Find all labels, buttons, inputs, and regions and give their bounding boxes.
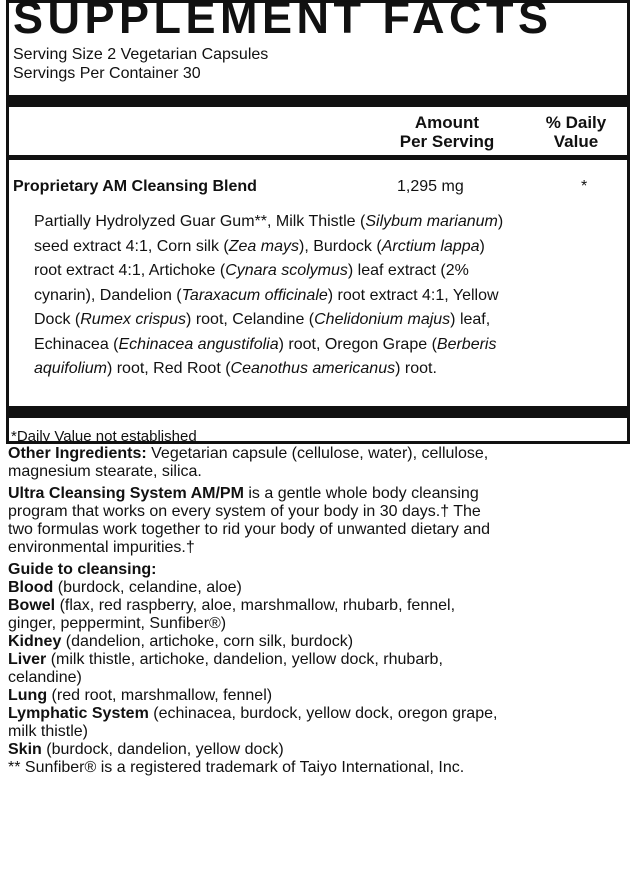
other-ingredients: Other Ingredients: Vegetarian capsule (cellulose, water), cellulose, [8, 445, 489, 462]
ingredient-line: Dock (Rumex crispus) root, Celandine (Chelidonium majus) leaf, [34, 311, 491, 328]
divider-medium [9, 155, 627, 160]
servings-per-container: Servings Per Container 30 [13, 65, 201, 82]
label-body-text [8, 445, 632, 777]
ingredient-line: Partially Hydrolyzed Guar Gum**, Milk Thistle (Silybum marianum) [34, 213, 504, 230]
guide-item-bowel-cont: ginger, peppermint, Sunfiber®) [8, 615, 227, 632]
guide-item-lymphatic: Lymphatic System (echinacea, burdock, yellow dock, oregon grape, [8, 705, 498, 722]
other-ingredients-cont: magnesium stearate, silica. [8, 463, 202, 480]
system-description-line: program that works on every system of your body in 30 days.† The [8, 503, 481, 520]
ingredient-line: aquifolium) root, Red Root (Ceanothus americanus) root. [34, 360, 437, 377]
serving-size: Serving Size 2 Vegetarian Capsules [13, 46, 269, 63]
guide-item-bowel: Bowel (flax, red raspberry, aloe, marshmallow, rhubarb, fennel, [8, 597, 456, 614]
guide-item-kidney: Kidney (dandelion, artichoke, corn silk, burdock) [8, 633, 354, 650]
blend-amount: 1,295 mg [397, 178, 464, 195]
panel-title: SUPPLEMENT FACTS [13, 0, 553, 43]
system-description-line: two formulas work together to rid your body of unwanted dietary and [8, 521, 491, 538]
daily-value-footnote: *Daily Value not established [11, 428, 197, 445]
guide-item-skin: Skin (burdock, dandelion, yellow dock) [8, 741, 284, 758]
divider-thick-bottom [9, 406, 627, 418]
ingredient-line: seed extract 4:1, Corn silk (Zea mays), Burdock (Arctium lappa) [34, 237, 485, 255]
ingredient-line: cynarin), Dandelion (Taraxacum officinale) root extract 4:1, Yellow [34, 286, 499, 304]
guide-item-lymphatic-cont: milk thistle) [8, 723, 89, 740]
blend-ingredients [34, 210, 632, 382]
trademark-note: ** Sunfiber® is a registered trademark of Taiyo International, Inc. [8, 759, 465, 776]
amount-header: Amount Per Serving [399, 113, 495, 151]
daily-value-header: % Daily Value [545, 113, 607, 151]
guide-item-blood: Blood (burdock, celandine, aloe) [8, 579, 242, 596]
system-description: Ultra Cleansing System AM/PM is a gentle whole body cleansing [8, 485, 479, 502]
system-description-line: environmental impurities.† [8, 539, 195, 556]
guide-item-liver-cont: celandine) [8, 669, 82, 686]
supplement-facts-panel [6, 0, 630, 444]
ingredient-line: root extract 4:1, Artichoke (Cynara scolymus) leaf extract (2% [34, 262, 469, 279]
blend-name: Proprietary AM Cleansing Blend [13, 178, 257, 195]
guide-item-liver: Liver (milk thistle, artichoke, dandelion, yellow dock, rhubarb, [8, 651, 443, 668]
guide-heading: Guide to cleansing: [8, 561, 157, 578]
ingredient-line: Echinacea (Echinacea angustifolia) root, Oregon Grape (Berberis [34, 335, 497, 353]
blend-daily-value: * [581, 178, 588, 195]
guide-item-lung: Lung (red root, marshmallow, fennel) [8, 687, 273, 704]
divider-thick [9, 95, 627, 107]
